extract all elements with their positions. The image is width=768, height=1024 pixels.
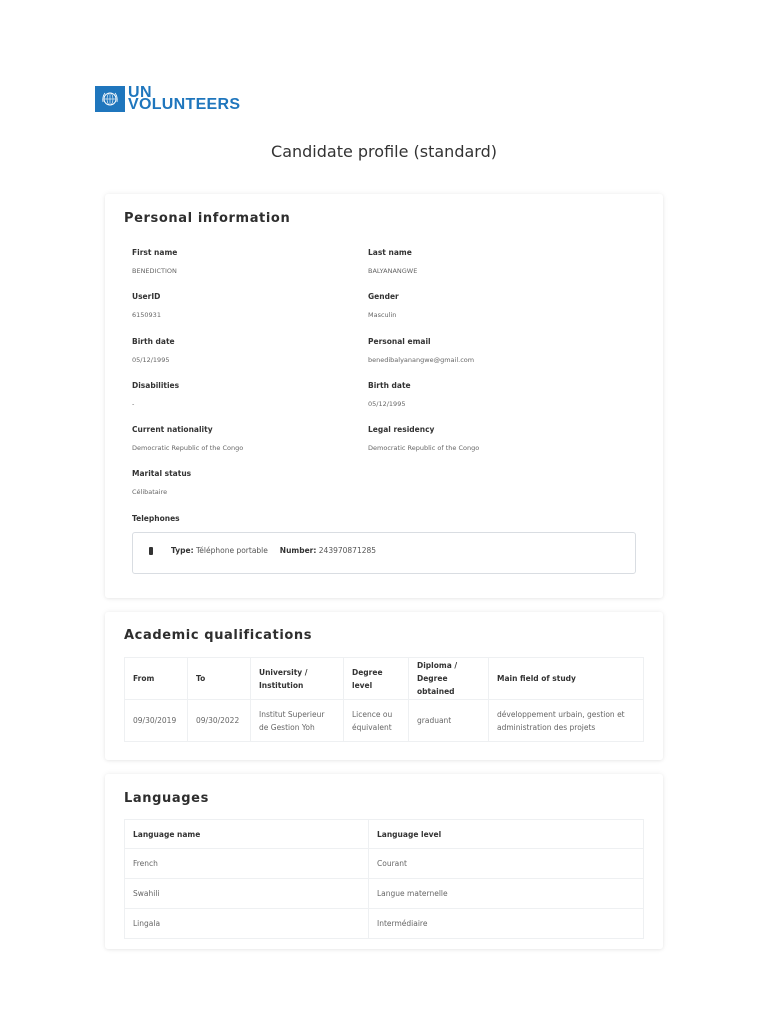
logo-line-un: UN (128, 83, 153, 101)
telephone-entry (132, 532, 636, 574)
languages-heading: Languages (124, 791, 209, 806)
birth-date-2-value: 05/12/1995 (368, 400, 406, 408)
logo-line-volunteers: VOLUNTEERS (128, 95, 241, 113)
phone-type-value: Téléphone portable (195, 546, 268, 555)
table-row (125, 849, 644, 879)
column-header-to: To (188, 658, 251, 700)
personal-information-card (105, 194, 663, 598)
cell-language-name: Lingala (125, 909, 369, 939)
personal-email-value: benedibalyanangwe@gmail.com (368, 356, 475, 364)
phone-type-label: Type: (171, 546, 194, 555)
un-emblem-icon (95, 86, 125, 112)
gender-value: Masculin (368, 311, 397, 319)
table-row (125, 909, 644, 939)
cell-language-level: Courant (369, 849, 644, 879)
cell-field-of-study: développement urbain, gestion et administration des projets (489, 700, 644, 742)
languages-card (105, 774, 663, 949)
gender-label: Gender (368, 292, 399, 301)
column-header-from: From (125, 658, 188, 700)
cell-language-level: Langue maternelle (369, 879, 644, 909)
cell-degree-level: Licence ou équivalent (344, 700, 409, 742)
table-row (125, 879, 644, 909)
legal-residency-value: Democratic Republic of the Congo (368, 444, 480, 452)
cell-language-name: Swahili (125, 879, 369, 909)
userid-label: UserID (132, 292, 161, 301)
academic-qualifications-heading: Academic qualifications (124, 628, 313, 643)
birth-date-label: Birth date (132, 337, 175, 346)
current-nationality-value: Democratic Republic of the Congo (132, 444, 244, 452)
cell-diploma: graduant (409, 700, 489, 742)
disabilities-label: Disabilities (132, 381, 180, 390)
languages-table (124, 819, 644, 939)
phone-number-label: Number: (279, 546, 317, 555)
last-name-value: BALYANANGWE (368, 267, 418, 275)
academic-qualifications-card (105, 612, 663, 760)
marital-status-value: Célibataire (132, 488, 168, 496)
personal-information-heading: Personal information (124, 211, 291, 226)
table-row (125, 700, 644, 742)
cell-from: 09/30/2019 (125, 700, 188, 742)
marital-status-label: Marital status (132, 469, 192, 478)
current-nationality-label: Current nationality (132, 425, 213, 434)
column-header-language-name: Language name (125, 820, 369, 849)
column-header-diploma: Diploma / Degree obtained (409, 658, 489, 700)
telephone-details (171, 546, 376, 555)
mobile-phone-icon (149, 547, 153, 555)
cell-language-level: Intermédiaire (369, 909, 644, 939)
first-name-label: First name (132, 248, 178, 257)
column-header-university: University / Institution (251, 658, 344, 700)
academic-qualifications-table (124, 657, 644, 742)
birth-date-2-label: Birth date (368, 381, 411, 390)
cell-university: Institut Superieur de Gestion Yoh (251, 700, 344, 742)
table-header-row (125, 658, 644, 700)
table-header-row (125, 820, 644, 849)
un-volunteers-logo (95, 85, 240, 112)
disabilities-value: - (132, 400, 135, 408)
first-name-value: BENEDICTION (132, 267, 177, 275)
cell-language-name: French (125, 849, 369, 879)
cell-to: 09/30/2022 (188, 700, 251, 742)
phone-number-value: 243970871285 (318, 546, 377, 555)
birth-date-value: 05/12/1995 (132, 356, 170, 364)
logo-wordmark (128, 83, 241, 113)
last-name-label: Last name (368, 248, 412, 257)
column-header-field-of-study: Main field of study (489, 658, 644, 700)
column-header-language-level: Language level (369, 820, 644, 849)
page-title: Candidate profile (standard) (271, 142, 497, 161)
userid-value: 6150931 (132, 311, 161, 319)
telephones-label: Telephones (132, 514, 180, 523)
column-header-degree-level: Degree level (344, 658, 409, 700)
personal-email-label: Personal email (368, 337, 431, 346)
legal-residency-label: Legal residency (368, 425, 435, 434)
